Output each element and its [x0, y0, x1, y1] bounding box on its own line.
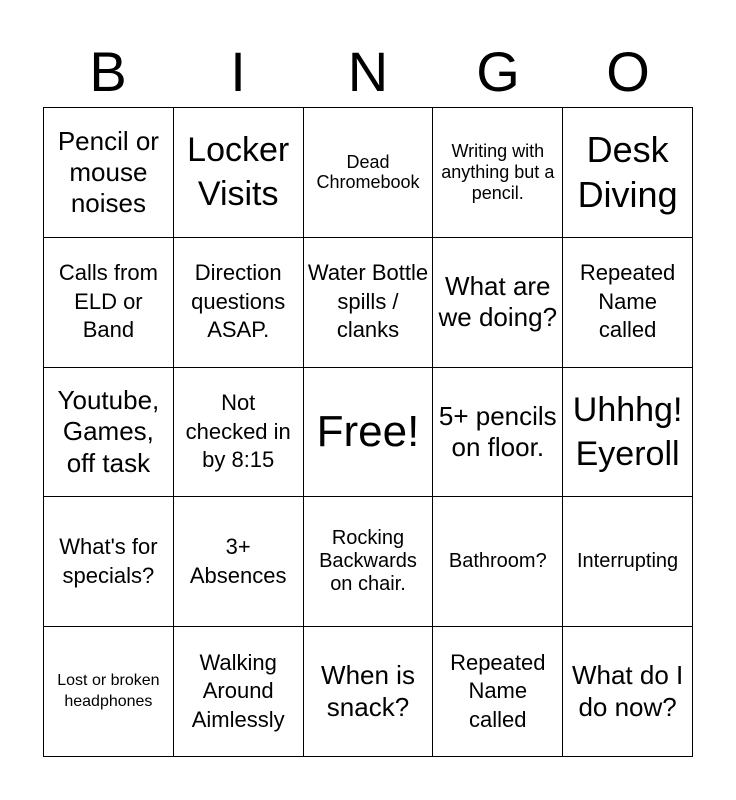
bingo-cell: Youtube, Games, off task	[44, 368, 174, 498]
bingo-cell: Locker Visits	[174, 108, 304, 238]
bingo-cell: What's for specials?	[44, 497, 174, 627]
bingo-cell: Uhhhg! Eyeroll	[563, 368, 693, 498]
bingo-cell: Walking Around Aimlessly	[174, 627, 304, 757]
bingo-cell: Water Bottle spills / clanks	[304, 238, 434, 368]
bingo-cell: 3+ Absences	[174, 497, 304, 627]
bingo-cell: Repeated Name called	[433, 627, 563, 757]
bingo-cell: Calls from ELD or Band	[44, 238, 174, 368]
bingo-cell: Interrupting	[563, 497, 693, 627]
bingo-cell: 5+ pencils on floor.	[433, 368, 563, 498]
bingo-header	[43, 40, 693, 104]
bingo-cell: Direction questions ASAP.	[174, 238, 304, 368]
header-letter-g: G	[476, 40, 520, 103]
bingo-cell: Rocking Backwards on chair.	[304, 497, 434, 627]
bingo-cell: What do I do now?	[563, 627, 693, 757]
bingo-cell: What are we doing?	[433, 238, 563, 368]
bingo-cell: Repeated Name called	[563, 238, 693, 368]
bingo-cell: Desk Diving	[563, 108, 693, 238]
bingo-cell: Not checked in by 8:15	[174, 368, 304, 498]
bingo-cell: Dead Chromebook	[304, 108, 434, 238]
free-space-cell: Free!	[304, 368, 434, 498]
header-letter-b: B	[89, 40, 127, 103]
bingo-cell: Writing with anything but a pencil.	[433, 108, 563, 238]
bingo-cell: Bathroom?	[433, 497, 563, 627]
bingo-cell: When is snack?	[304, 627, 434, 757]
header-letter-i: I	[230, 40, 246, 103]
header-letter-n: N	[347, 40, 389, 103]
bingo-cell: Pencil or mouse noises	[44, 108, 174, 238]
header-letter-o: O	[606, 40, 650, 103]
bingo-card-grid	[43, 107, 693, 757]
bingo-cell: Lost or broken headphones	[44, 627, 174, 757]
